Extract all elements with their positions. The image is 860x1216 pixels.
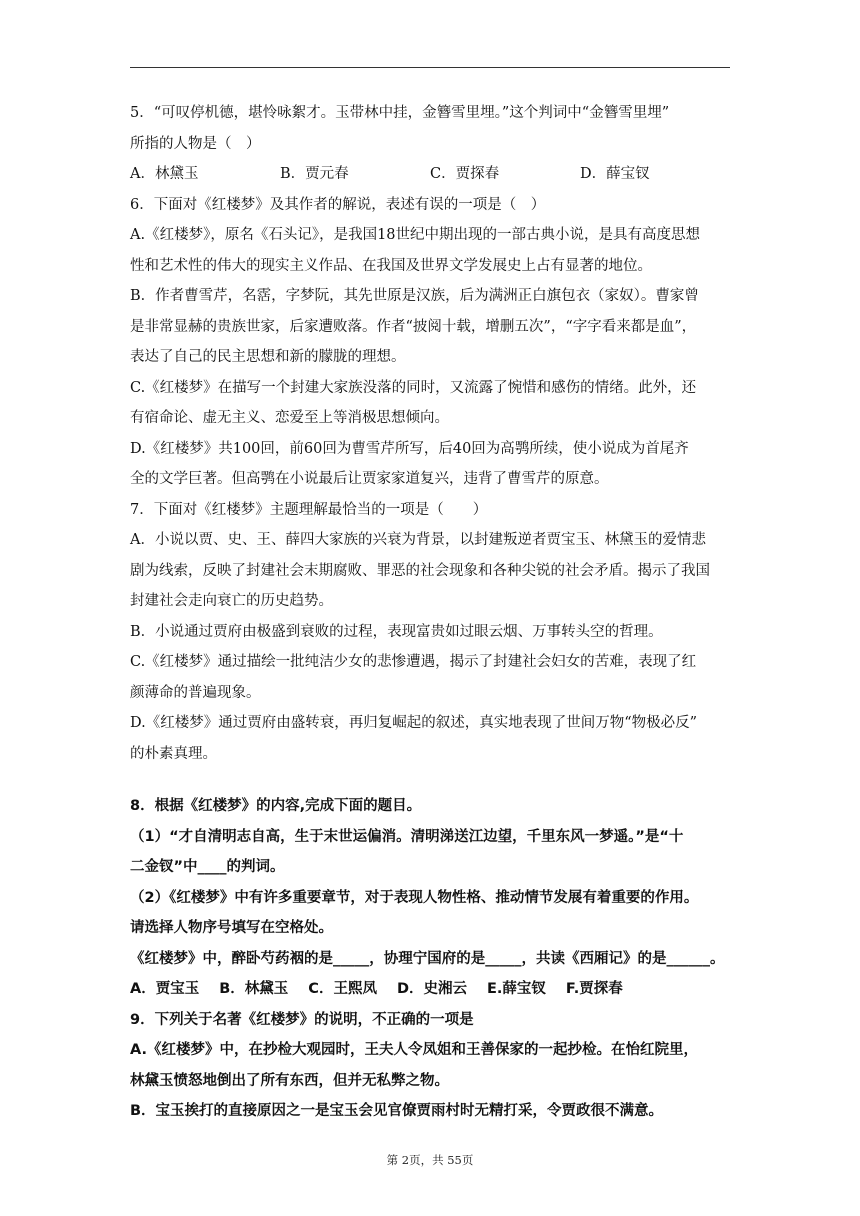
q8-fill-line: 《红楼梦》中，醉卧芍药裀的是_____，协理宁国府的是_____，共读《西厢记》的是______。 xyxy=(130,950,725,967)
q7-stem: 7．下面对《红楼梦》主题理解最恰当的一项是（ ） xyxy=(130,501,488,518)
q7-option-a-line1: A．小说以贾、史、王、薛四大家族的兴衰为背景，以封建叛逆者贾宝玉、林黛玉的爱情悲 xyxy=(130,532,706,548)
q5-option-d: D．薛宝钗 xyxy=(580,166,650,182)
header-rule xyxy=(130,67,730,68)
q6-option-d-line1: D.《红楼梦》共100回，前60回为曹雪芹所写，后40回为高鹗所续，使小说成为首尾齐 xyxy=(130,440,689,457)
q5-stem-line2: 所指的人物是（ ） xyxy=(130,135,261,152)
q6-option-b-line1: B．作者曹雪芹，名霑，字梦阮，其先世原是汉族，后为满洲正白旗包衣（家奴）。曹家曾 xyxy=(130,288,699,304)
q6-stem: 6．下面对《红楼梦》及其作者的解说，表述有误的一项是（ ） xyxy=(130,196,546,213)
question-9 xyxy=(130,1005,730,1127)
q8-part1-line2: 二金钗”中____的判词。 xyxy=(130,859,285,875)
question-5 xyxy=(130,98,730,190)
q5-option-b: B．贾元春 xyxy=(280,166,349,182)
question-7 xyxy=(130,495,730,770)
q6-option-b-line2: 是非常显赫的贵族世家，后家遭败落。作者“披阅十载，增删五次”，“字字看来都是血”， xyxy=(130,318,697,335)
q5-options xyxy=(130,159,730,190)
q7-option-b-line1: B．小说通过贾府由极盛到衰败的过程，表现富贵如过眼云烟、万事转头空的哲理。 xyxy=(130,623,663,640)
q7-option-a-line3: 封建社会走向衰亡的历史趋势。 xyxy=(130,593,333,609)
q9-option-a-line1: A.《红楼梦》中，在抄检大观园时，王夫人令凤姐和王善保家的一起抄检。在怡红院里， xyxy=(130,1042,698,1058)
q5-stem-line1: 5．“可叹停机德，堪怜咏絮才。玉带林中挂，金簪雪里埋。”这个判词中“金簪雪里埋” xyxy=(130,105,670,121)
section-gap xyxy=(130,769,730,791)
q6-option-b-line3: 表达了自己的民主思想和新的朦胧的理想。 xyxy=(130,349,406,365)
q7-option-d-line1: D.《红楼梦》通过贾府由盛转衰，再归复崛起的叙述，真实地表现了世间万物“物极必反” xyxy=(130,715,698,731)
q5-option-a: A．林黛玉 xyxy=(130,166,199,182)
q6-option-a-line2: 性和艺术性的伟大的现实主义作品、在我国及世界文学发展史上占有显著的地位。 xyxy=(130,257,652,274)
q5-option-c: C．贾探春 xyxy=(430,166,500,182)
question-6 xyxy=(130,190,730,495)
q8-options xyxy=(130,974,730,1005)
q8-option-e: E.薛宝钗 xyxy=(487,981,546,997)
q7-option-a-line2: 剧为线索，反映了封建社会末期腐败、罪恶的社会现象和各种尖锐的社会矛盾。揭示了我国 xyxy=(130,562,710,579)
q9-stem: 9．下列关于名著《红楼梦》的说明，不正确的一项是 xyxy=(130,1011,474,1028)
q6-option-c-line1: C.《红楼梦》在描写一个封建大家族没落的同时，又流露了惋惜和感伤的情绪。此外，还 xyxy=(130,379,697,396)
q8-option-d: D．史湘云 xyxy=(396,981,467,997)
q8-part2-line2: 请选择人物序号填写在空格处。 xyxy=(130,920,333,936)
q9-option-a-line2: 林黛玉愤怒地倒出了所有东西，但并无私弊之物。 xyxy=(130,1072,449,1089)
q8-part1-line1: （1）“才自清明志自高，生于末世运偏消。清明涕送江边望，千里东风一梦遥。”是“十 xyxy=(130,828,684,845)
q8-option-b: B．林黛玉 xyxy=(219,981,289,997)
page-content xyxy=(130,98,730,1127)
q9-option-b-line1: B．宝玉挨打的直接原因之一是宝玉会见官僚贾雨村时无精打采，令贾政很不满意。 xyxy=(130,1103,664,1119)
q8-stem: 8．根据《红楼梦》的内容,完成下面的题目。 xyxy=(130,798,422,814)
q7-option-d-line2: 的朴素真理。 xyxy=(130,745,217,762)
question-8 xyxy=(130,791,730,1005)
page-footer: 第 2页，共 55页 xyxy=(386,1153,474,1167)
q8-part2-line1: （2）《红楼梦》中有许多重要章节，对于表现人物性格、推动情节发展有着重要的作用。 xyxy=(130,889,699,906)
q6-option-c-line2: 有宿命论、虚无主义、恋爱至上等消极思想倾向。 xyxy=(130,410,449,426)
q8-option-c: C．王熙凤 xyxy=(308,981,377,997)
q6-option-a-line1: A.《红楼梦》，原名《石头记》，是我国18世纪中期出现的一部古典小说，是具有高度思想 xyxy=(130,227,701,243)
q8-option-f: F.贾探春 xyxy=(565,981,623,997)
q7-option-c-line2: 颜薄命的普遍现象。 xyxy=(130,684,261,701)
q8-option-a: A．贾宝玉 xyxy=(130,981,200,997)
q7-option-c-line1: C.《红楼梦》通过描绘一批纯洁少女的悲惨遭遇，揭示了封建社会妇女的苦难，表现了红 xyxy=(130,654,697,670)
q6-option-d-line2: 全的文学巨著。但高鹗在小说最后让贾家家道复兴，违背了曹雪芹的原意。 xyxy=(130,471,609,487)
